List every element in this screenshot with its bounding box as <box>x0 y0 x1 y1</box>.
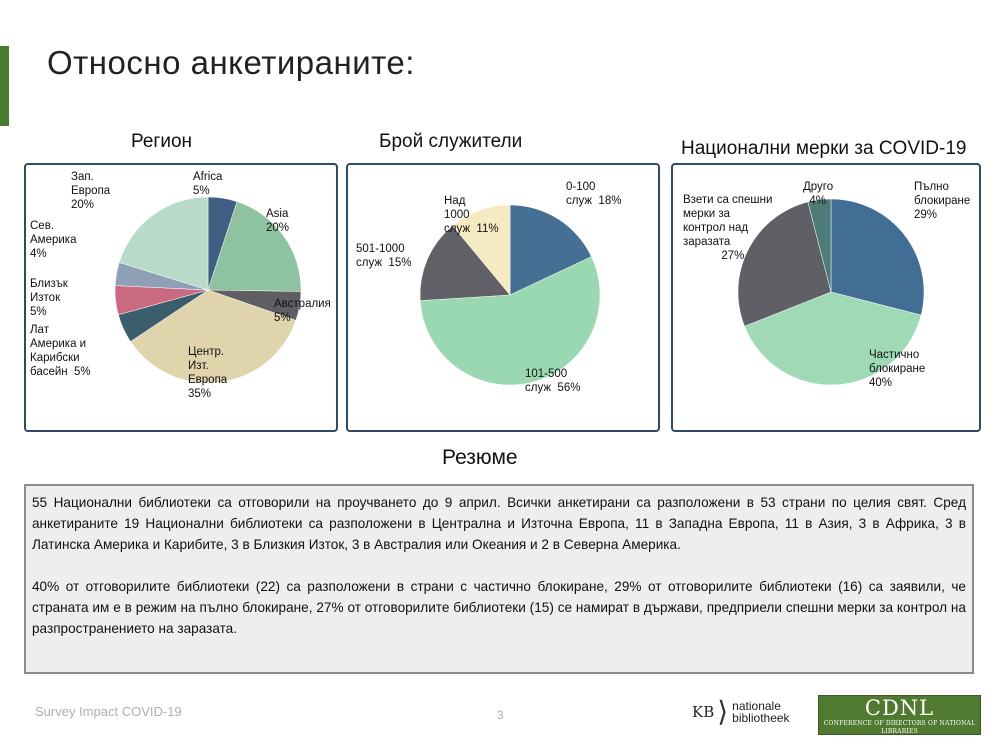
summary-title: Резюме <box>442 446 518 469</box>
summary-paragraph-2: 40% от отговорилите библиотеки (22) са разположени в страни с частично блокиране, 29% от отговорилите библиотеки (16) са заявили, че страната им е в режим на пълно блокиране, 27% от отговорилите библиотеки (15) се намират в държави, предприели спешни мерки за контрол на разпространението на заразата. <box>32 579 966 636</box>
chart-title-measures: Национални мерки за COVID-19 <box>681 138 967 159</box>
kb-logo-mark: KB <box>692 703 715 721</box>
kb-logo-bracket-icon: ⟩ <box>717 696 729 727</box>
staff-pie-chart <box>346 163 660 432</box>
summary-paragraph-1: 55 Национални библиотеки са отговорили на проучването до 9 април. Всички анкетирани са разположени в 53 страни по целия свят. Сред анкетираните 19 Национални библиотеки са разположени в Централна и Източна Европа, 11 в Западна Европа, 11 в Азия, 3 в Африка, 3 в Латинска Америка и Карибите, 3 в Близкия Изток, 3 в Австралия или Океания и 2 в Северна Америка. <box>32 495 966 552</box>
pie-label-0-7: Зап. Европа 20% <box>71 171 111 211</box>
pie-label-0-2: Австралия 5% <box>274 298 331 324</box>
page-number: 3 <box>497 708 504 722</box>
region-pie-chart <box>24 163 338 432</box>
pie-label-1-3: Над 1000 служ 11% <box>444 195 499 235</box>
footer-survey-label: Survey Impact COVID-19 <box>35 704 182 719</box>
chart-title-staff: Брой служители <box>379 131 523 152</box>
pie-label-0-1: Asia 20% <box>266 208 290 234</box>
cdnl-logo <box>818 695 981 735</box>
cdnl-logo-title: CDNL <box>864 696 935 720</box>
cdnl-logo-subtitle: CONFERENCE OF DIRECTORS OF NATIONAL LIBRARIES <box>823 720 976 735</box>
pie-label-1-0: 0-100 служ 18% <box>566 181 622 207</box>
kb-logo <box>692 696 790 728</box>
kb-logo-line2: bibliotheek <box>732 711 790 725</box>
kb-logo-text <box>732 700 789 724</box>
measures-pie-chart <box>671 163 981 432</box>
pie-label-2-0: Пълно блокиране 29% <box>914 181 971 221</box>
pie-label-0-6: Сев. Америка 4% <box>30 220 77 260</box>
pie-label-2-3: Друго 4% <box>803 181 834 207</box>
kb-logo-line1: nationale <box>732 699 781 713</box>
pie-label-2-2: Взети са спешни мерки за контрол над заразата 27% <box>683 194 773 262</box>
pie-label-2-1: Частично блокиране 40% <box>869 349 926 389</box>
pie-label-1-2: 501-1000 служ 15% <box>356 243 412 269</box>
pie-label-0-4: Лат Америка и Карибски басейн 5% <box>30 324 91 378</box>
pie-label-0-0: Africa 5% <box>193 171 223 197</box>
pie-label-1-1: 101-500 служ 56% <box>525 368 581 394</box>
chart-title-region: Регион <box>131 131 193 152</box>
accent-bar <box>0 46 9 126</box>
summary-box <box>24 484 974 674</box>
pie-label-0-5: Близък Изток 5% <box>30 278 68 318</box>
pie-label-0-3: Центр. Изт. Европа 35% <box>188 346 228 400</box>
page-title: Относно анкетираните: <box>47 44 415 81</box>
